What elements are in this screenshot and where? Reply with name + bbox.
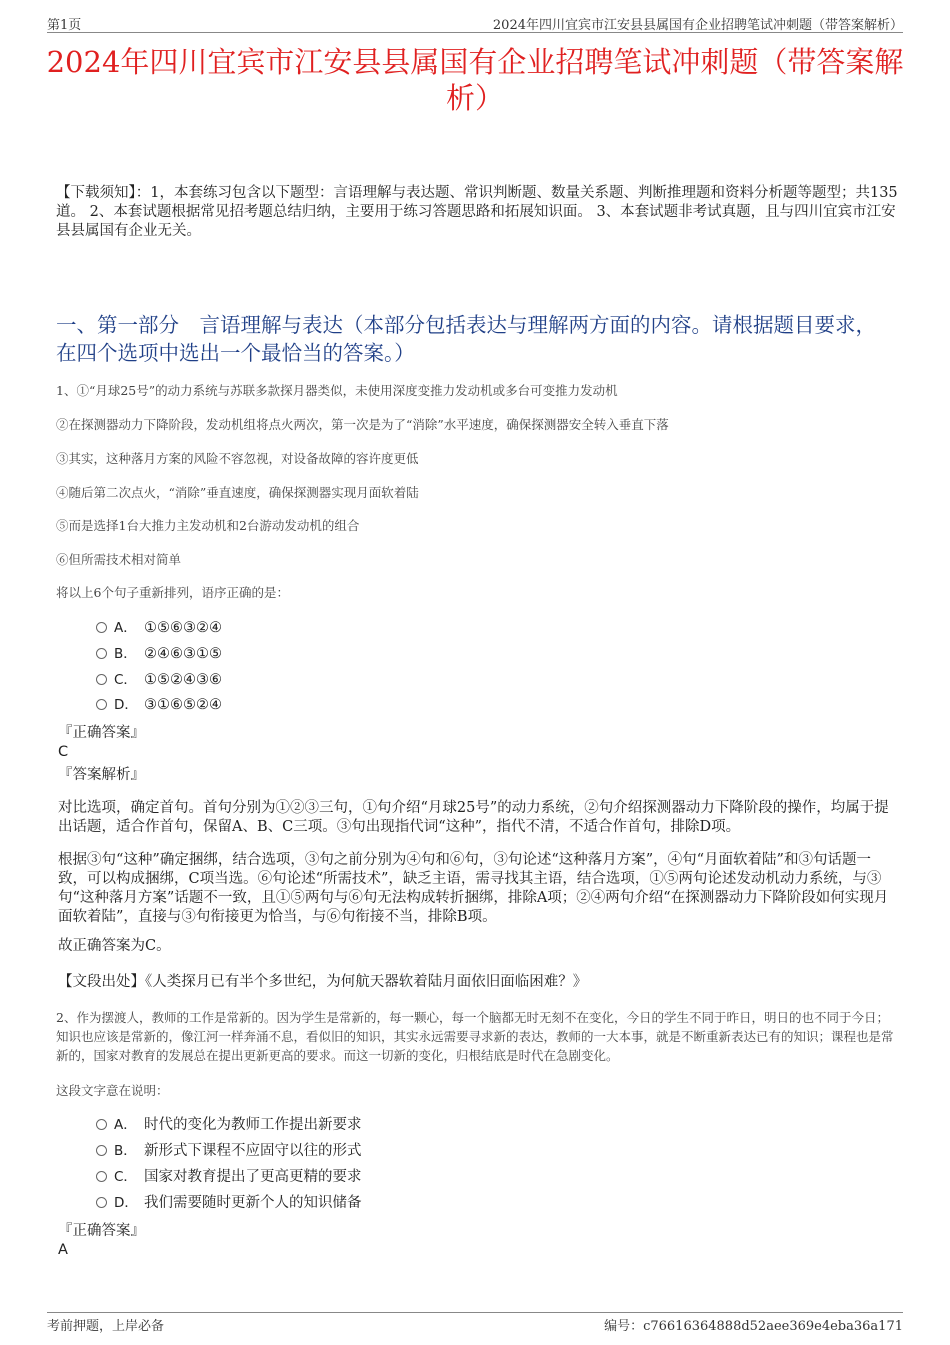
header-doc-title: 2024年四川宜宾市江安县县属国有企业招聘笔试冲刺题（带答案解析） — [492, 18, 903, 33]
q1-line-2: ②在探测器动力下降阶段，发动机组将点火两次，第一次是为了“消除”水平速度，确保探测器安全转入垂直下落 — [56, 417, 669, 432]
q1-source: 【文段出处】《人类探月已有半个多世纪，为何航天器软着陆月面依旧面临困难？》 — [58, 974, 588, 990]
q2-prompt: 这段文字意在说明： — [56, 1083, 169, 1098]
q2-answer-label: 『正确答案』 — [58, 1223, 145, 1239]
radio-icon[interactable] — [96, 622, 107, 633]
document-title: 2024年四川宜宾市江安县县属国有企业招聘笔试冲刺题（带答案解析） — [46, 45, 904, 115]
radio-icon[interactable] — [96, 1145, 107, 1156]
q1-analysis-para-1: 对比选项，确定首句。首句分别为①②③三句，①句介绍“月球25号”的动力系统，②句介绍探测器动力下降阶段的操作，均属于提出话题，适合作首句，保留A、B、C三项。③句出现指代词“这种”，指代不清，不适合作首句，排除D项。 — [58, 800, 889, 835]
q1-analysis-label: 『答案解析』 — [58, 767, 145, 783]
radio-icon[interactable] — [96, 1197, 107, 1208]
page-header — [47, 14, 903, 33]
q1-option-a[interactable]: A． ①⑤⑥③②④ — [96, 618, 222, 638]
q2-stem: 2、作为摆渡人，教师的工作是常新的。因为学生是常新的，每一颗心，每一个脑都无时无刻不在变化，今日的学生不同于昨日，明日的也不同于今日；知识也应该是常新的，像江河一样奔涌不息，看似旧的知识，其实永远需要寻求新的表达，教师的一大本事，就是不断重新表达已有的知识；课程也是常新的，国家对教育的发展总在提出更新更高的要求。而这一切新的变化，归根结底是时代在急剧变化。 — [56, 1010, 894, 1063]
q2-answer: A — [58, 1242, 68, 1258]
page-number: 第1页 — [47, 18, 82, 33]
q1-line-5: ⑤而是选择1台大推力主发动机和2台游动发动机的组合 — [56, 518, 360, 533]
q1-line-1: 1、①“月球25号”的动力系统与苏联多款探月器类似，未使用深度变推力发动机或多台可变推力发动机 — [56, 383, 618, 398]
download-notice: 【下载须知】：1，本套练习包含以下题型：言语理解与表达题、常识判断题、数量关系题、判断推理题和资料分析题等题型；共135道。 2、本套试题根据常见招考题总结归纳，主要用于练习答题思路和拓展知识面。 3、本套试题非考试真题，且与四川宜宾市江安县县属国有企业无关。 — [56, 185, 898, 239]
radio-icon[interactable] — [96, 1171, 107, 1182]
q1-answer: C — [58, 744, 69, 760]
radio-icon[interactable] — [96, 1119, 107, 1130]
radio-icon[interactable] — [96, 674, 107, 685]
footer-slogan: 考前押题，上岸必备 — [47, 1319, 165, 1334]
q1-option-b[interactable]: B． ②④⑥③①⑤ — [96, 644, 222, 664]
q1-option-c[interactable]: C． ①⑤②④③⑥ — [96, 670, 222, 690]
radio-icon[interactable] — [96, 648, 107, 659]
q2-option-a[interactable]: A． 时代的变化为教师工作提出新要求 — [96, 1115, 362, 1135]
section-heading: 一、第一部分 言语理解与表达（本部分包括表达与理解两方面的内容。请根据题目要求，在四个选项中选出一个最恰当的答案。） — [56, 313, 876, 365]
q2-option-d[interactable]: D． 我们需要随时更新个人的知识储备 — [96, 1193, 362, 1213]
q2-option-b[interactable]: B． 新形式下课程不应固守以往的形式 — [96, 1141, 362, 1161]
q1-line-3: ③其实，这种落月方案的风险不容忽视，对设备故障的容许度更低 — [56, 451, 419, 466]
q1-line-6: ⑥但所需技术相对简单 — [56, 552, 182, 567]
q1-option-d[interactable]: D． ③①⑥⑤②④ — [96, 695, 222, 715]
q1-analysis-para-2: 根据③句“这种”确定捆绑，结合选项，③句之前分别为④句和⑥句，③句论述“这种落月方案”，④句“月面软着陆”和③句话题一致，可以构成捆绑，C项当选。⑥句论述“所需技术”，缺乏主语，需寻找其主语，结合选项，①⑤两句论述发动机动力系统，与③句“这种落月方案”话题不一致，且①⑤两句与⑥句无法构成转折捆绑，排除A项；②④两句介绍“在探测器动力下降阶段如何实现月面软着陆”，直接与③句衔接更为恰当，与⑥句衔接不当，排除B项。 — [58, 852, 889, 925]
q1-answer-label: 『正确答案』 — [58, 725, 145, 741]
q1-prompt: 将以上6个句子重新排列，语序正确的是： — [56, 585, 289, 600]
q2-option-c[interactable]: C． 国家对教育提出了更高更精的要求 — [96, 1167, 362, 1187]
radio-icon[interactable] — [96, 699, 107, 710]
page-footer — [47, 1312, 903, 1333]
footer-serial: 编号：c76616364888d52aee369e4eba36a171 — [604, 1319, 903, 1334]
q1-analysis-para-3: 故正确答案为C。 — [58, 938, 171, 954]
q1-line-4: ④随后第二次点火，“消除”垂直速度，确保探测器实现月面软着陆 — [56, 485, 419, 500]
